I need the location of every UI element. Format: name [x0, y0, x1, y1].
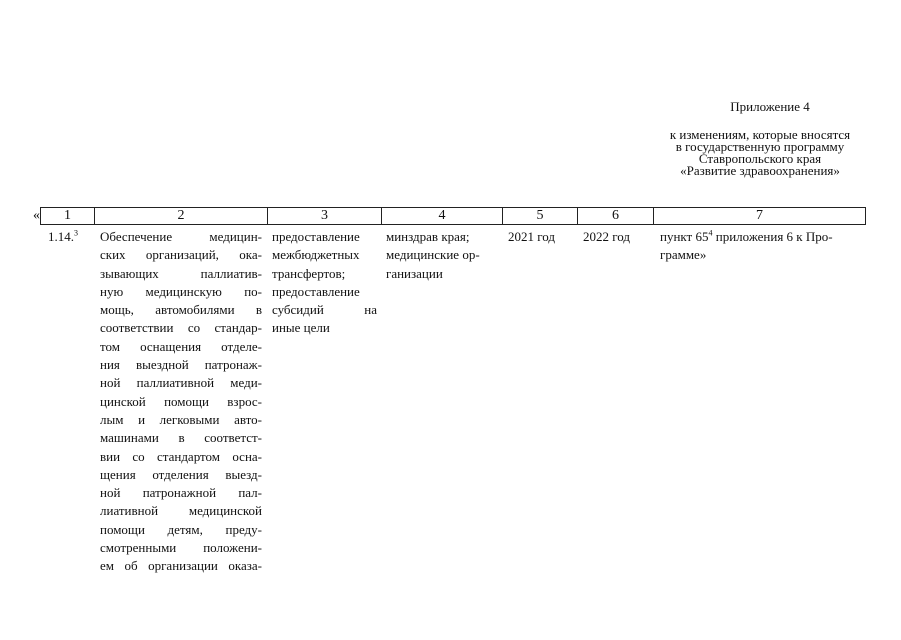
executor-cell: [386, 228, 501, 283]
indicator-prefix: пункт 65: [660, 229, 709, 244]
description-line: зывающих паллиатив-: [100, 265, 262, 281]
column-number: 5: [503, 208, 578, 225]
description-line: том оснащения отделе-: [100, 338, 262, 354]
description-line: ем об организации оказа-: [100, 558, 262, 574]
item-number-cell: [48, 228, 92, 246]
executor-line: медицинские ор-: [386, 247, 480, 263]
mechanism-line: иные цели: [272, 320, 330, 336]
appendix-title: Приложение 4: [730, 99, 810, 114]
mechanism-line: предоставление: [272, 229, 360, 244]
mechanism-line: субсидий на: [272, 302, 377, 318]
end-year: 2022 год: [583, 229, 630, 244]
column-number: 2: [95, 208, 268, 225]
description-line: ских организаций, ока-: [100, 247, 262, 263]
column-number: 7: [654, 208, 866, 225]
description-line: ния выездной патронаж-: [100, 357, 262, 373]
indicator-line: грамме»: [660, 247, 707, 263]
amendment-line: в государственную программу: [675, 139, 845, 154]
description-line: лиативной медицинской: [100, 503, 262, 519]
description-line: соответствии со стандар-: [100, 320, 262, 336]
executor-line: ганизации: [386, 265, 443, 281]
description-line: ной патронажной пал-: [100, 485, 262, 501]
start-year: 2021 год: [508, 229, 555, 244]
indicator-footnote: 4: [708, 228, 713, 238]
column-number: 6: [578, 208, 654, 225]
amendment-line: к изменениям, которые вносятся: [669, 127, 851, 142]
executor-line: минздрав края;: [386, 229, 470, 244]
description-line: вии со стандартом осна-: [100, 448, 262, 464]
description-line: цинской помощи взрос-: [100, 393, 262, 409]
indicator-line: [660, 228, 870, 246]
description-line: машинами в соответст-: [100, 430, 262, 446]
item-number-footnote: 3: [74, 228, 78, 238]
column-number: 1: [41, 208, 95, 225]
description-line: лым и легковыми авто-: [100, 411, 262, 427]
mechanism-cell: [272, 228, 377, 338]
description-line: ной паллиативной меди-: [100, 375, 262, 391]
column-number: 4: [382, 208, 503, 225]
opening-quote: «: [33, 208, 40, 223]
column-number: 3: [268, 208, 382, 225]
description-cell: [100, 228, 262, 576]
item-number: 1.14.: [48, 229, 74, 244]
amendment-line: «Развитие здравоохранения»: [680, 163, 840, 178]
description-line: ную медицинскую по-: [100, 283, 262, 299]
mechanism-line: межбюджетных: [272, 247, 360, 263]
column-number-header: [40, 207, 866, 225]
indicator-cell: [660, 228, 870, 265]
description-line: Обеспечение медицин-: [100, 229, 262, 244]
description-line: помощи детям, преду-: [100, 521, 262, 537]
mechanism-line: предоставление: [272, 283, 360, 299]
description-line: щения отделения выезд-: [100, 466, 262, 482]
description-line: смотренными положени-: [100, 540, 262, 556]
amendment-line: Ставропольского края: [698, 151, 822, 166]
indicator-suffix: приложения 6 к Про-: [712, 229, 833, 244]
mechanism-line: трансфертов;: [272, 265, 346, 281]
description-line: мощь, автомобилями в: [100, 302, 262, 318]
